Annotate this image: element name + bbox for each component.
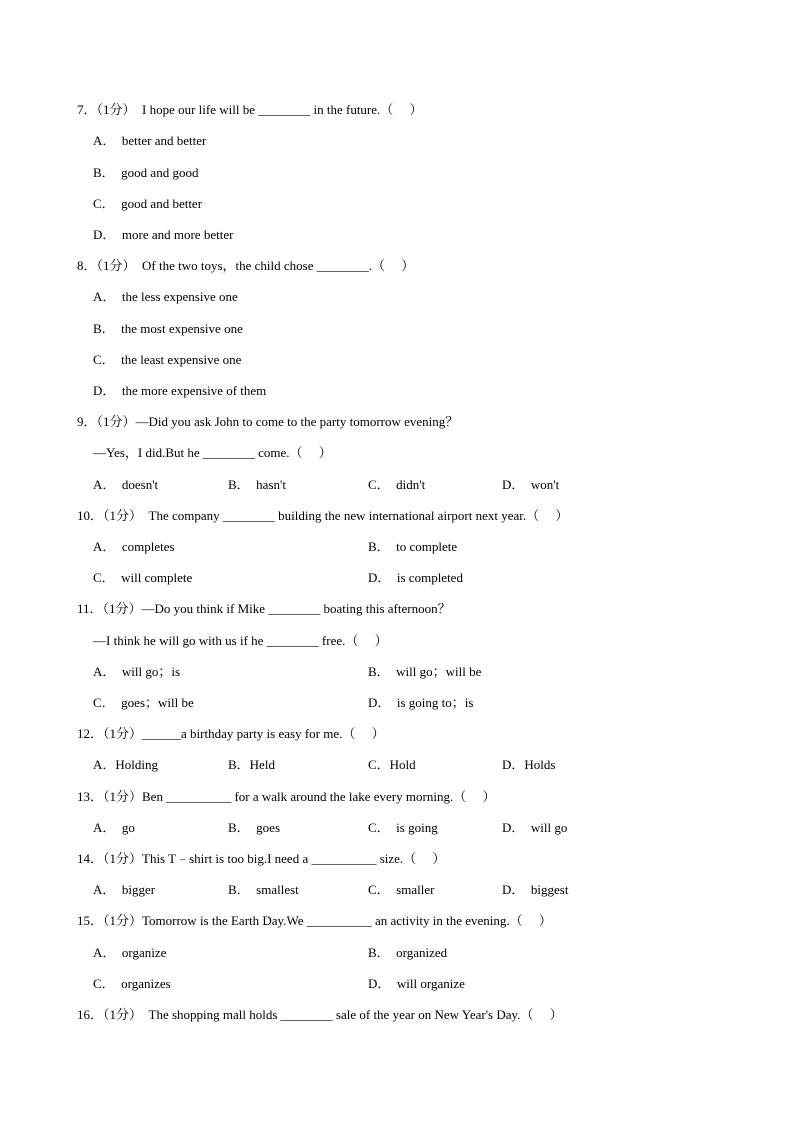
question-11-stem-2: —I think he will go with us if he ________ free.（ ） xyxy=(93,633,388,648)
q8-option-b[interactable]: B． the most expensive one xyxy=(93,321,243,336)
question-15-stem: 15．（1分）Tomorrow is the Earth Day.We __________ an activity in the evening.（ ） xyxy=(77,913,552,928)
q10-option-d[interactable]: D． is completed xyxy=(368,570,463,585)
q14-option-b[interactable]: B． smallest xyxy=(228,882,299,897)
question-13-stem: 13．（1分）Ben __________ for a walk around the lake every morning.（ ） xyxy=(77,789,496,804)
q9-option-b[interactable]: B． hasn't xyxy=(228,477,286,492)
q7-option-d[interactable]: D． more and more better xyxy=(93,227,234,242)
q11-option-d[interactable]: D． is going to；is xyxy=(368,695,474,710)
q7-option-c[interactable]: C． good and better xyxy=(93,196,203,211)
q12-option-a[interactable]: A．Holding xyxy=(93,757,159,772)
question-11-stem: 11．（1分）—Do you think if Mike ________ boating this afternoon？ xyxy=(77,601,451,616)
question-9-stem-2: —Yes，I did.But he ________ come.（ ） xyxy=(93,445,332,460)
q11-option-a[interactable]: A． will go；is xyxy=(93,664,181,679)
q10-option-b[interactable]: B． to complete xyxy=(368,539,458,554)
q9-option-d[interactable]: D． won't xyxy=(502,477,560,492)
q14-option-c[interactable]: C． smaller xyxy=(368,882,435,897)
q10-option-a[interactable]: A． completes xyxy=(93,539,175,554)
question-16-stem: 16．（1分） The shopping mall holds ________ sale of the year on New Year's Day.（ ） xyxy=(77,1007,563,1022)
q7-option-a[interactable]: A． better and better xyxy=(93,133,207,148)
question-10-stem: 10．（1分） The company ________ building the new international airport next year.（ ） xyxy=(77,508,569,523)
q7-option-b[interactable]: B． good and good xyxy=(93,165,199,180)
question-14-stem: 14．（1分）This T﹣shirt is too big.I need a __________ size.（ ） xyxy=(77,851,446,866)
q15-option-b[interactable]: B． organized xyxy=(368,945,448,960)
q14-option-a[interactable]: A． bigger xyxy=(93,882,156,897)
q13-option-b[interactable]: B． goes xyxy=(228,820,281,835)
q8-option-a[interactable]: A． the less expensive one xyxy=(93,289,238,304)
q12-option-b[interactable]: B．Held xyxy=(228,757,275,772)
q13-option-a[interactable]: A． go xyxy=(93,820,135,835)
q9-option-c[interactable]: C． didn't xyxy=(368,477,426,492)
q15-option-a[interactable]: A． organize xyxy=(93,945,167,960)
q11-option-c[interactable]: C． goes；will be xyxy=(93,695,194,710)
q15-option-d[interactable]: D． will organize xyxy=(368,976,465,991)
q8-option-d[interactable]: D． the more expensive of them xyxy=(93,383,267,398)
question-7-stem: 7．（1分） I hope our life will be ________ in the future.（ ） xyxy=(77,102,423,117)
q9-option-a[interactable]: A． doesn't xyxy=(93,477,159,492)
q8-option-c[interactable]: C． the least expensive one xyxy=(93,352,242,367)
q12-option-c[interactable]: C．Hold xyxy=(368,757,416,772)
q12-option-d[interactable]: D．Holds xyxy=(502,757,556,772)
q13-option-d[interactable]: D． will go xyxy=(502,820,568,835)
question-12-stem: 12．（1分）______a birthday party is easy for me.（ ） xyxy=(77,726,385,741)
q15-option-c[interactable]: C． organizes xyxy=(93,976,171,991)
question-8-stem: 8．（1分） Of the two toys，the child chose ________.（ ） xyxy=(77,258,415,273)
question-9-stem: 9．（1分）—Did you ask John to come to the party tomorrow evening？ xyxy=(77,414,459,429)
q11-option-b[interactable]: B． will go；will be xyxy=(368,664,482,679)
q14-option-d[interactable]: D． biggest xyxy=(502,882,569,897)
q10-option-c[interactable]: C． will complete xyxy=(93,570,193,585)
q13-option-c[interactable]: C． is going xyxy=(368,820,438,835)
